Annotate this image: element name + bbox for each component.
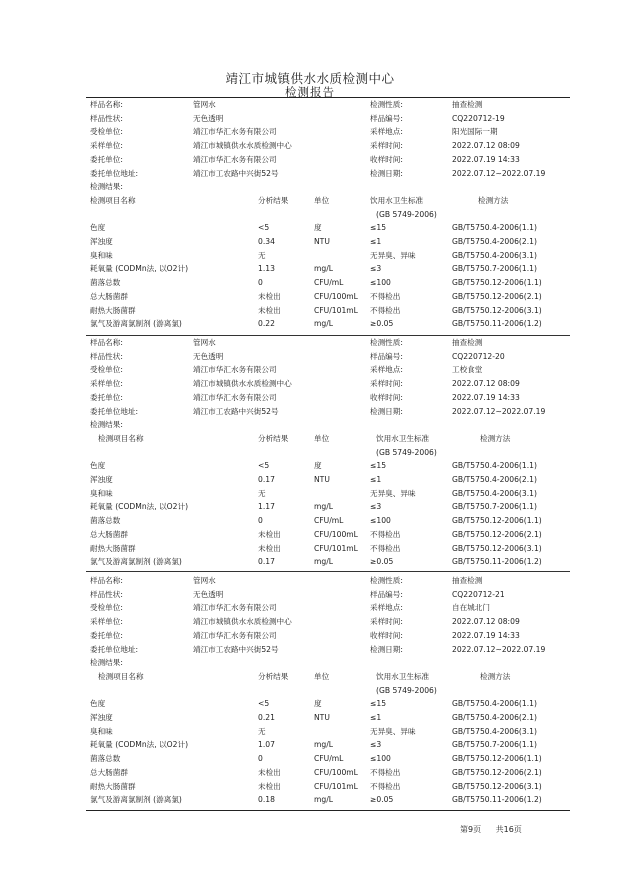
test-nature: 抽查检测 xyxy=(452,338,483,347)
result-item: 耐热大肠菌群 xyxy=(90,781,136,791)
label-entrusting-address: 委托单位地址: xyxy=(90,406,139,416)
result-item: 耐热大肠菌群 xyxy=(90,305,136,315)
entrusting-unit: 靖江市华汇水务有限公司 xyxy=(193,630,277,640)
result-value: 未检出 xyxy=(258,543,281,553)
result-method: GB/T5750.4-2006(1.1) xyxy=(452,461,537,471)
result-standard: 不得检出 xyxy=(370,767,401,777)
sample-no: CQ220712-19 xyxy=(452,113,505,123)
label-receive-time: 收样时间: xyxy=(370,154,403,164)
label-sampling-time: 采样时间: xyxy=(370,617,403,627)
result-unit: NTU xyxy=(314,475,330,484)
sampling-unit: 靖江市城镇供水水质检测中心 xyxy=(193,379,292,389)
result-value: <5 xyxy=(258,223,270,233)
sample-no: CQ220712-21 xyxy=(452,589,505,599)
label-entrusting-unit: 委托单位: xyxy=(90,630,123,640)
result-value: 未检出 xyxy=(258,767,281,777)
label-entrusting-address: 委托单位地址: xyxy=(90,168,139,178)
entrusting-unit: 靖江市华汇水务有限公司 xyxy=(193,392,277,402)
label-client: 受检单位: xyxy=(90,603,123,613)
result-method: GB/T5750.12-2006(2.1) xyxy=(452,767,542,777)
result-method: GB/T5750.12-2006(3.1) xyxy=(452,305,542,315)
test-date: 2022.07.12~2022.07.19 xyxy=(452,168,546,178)
sample-appearance: 无色透明 xyxy=(193,113,224,123)
result-standard: ≤15 xyxy=(370,223,387,233)
result-value: <5 xyxy=(258,699,270,709)
col-unit-header: 单位 xyxy=(314,195,330,205)
table-row xyxy=(0,262,620,275)
table-row xyxy=(0,725,620,738)
result-standard: 无异臭、异味 xyxy=(370,488,416,498)
result-unit: CFU/mL xyxy=(314,278,344,288)
result-standard: ≤15 xyxy=(370,699,387,709)
result-value: 0.18 xyxy=(258,795,275,805)
label-receive-time: 收样时间: xyxy=(370,630,403,640)
section-divider xyxy=(86,571,570,572)
col-standard-ref: (GB 5749-2006) xyxy=(376,685,437,695)
result-method: GB/T5750.4-2006(2.1) xyxy=(452,237,537,246)
result-value: 1.07 xyxy=(258,740,275,750)
label-sampling-site: 采样地点: xyxy=(370,365,403,375)
sampling-unit: 靖江市城镇供水水质检测中心 xyxy=(193,617,292,627)
result-standard: ≤1 xyxy=(370,475,382,484)
label-sampling-site: 采样地点: xyxy=(370,127,403,137)
result-unit: NTU xyxy=(314,237,330,246)
result-standard: 无异臭、异味 xyxy=(370,726,416,736)
col-standard-header: 饮用水卫生标准 xyxy=(370,195,424,205)
table-row xyxy=(0,304,620,317)
sample-name: 管网水 xyxy=(193,100,216,109)
result-value: 无 xyxy=(258,250,266,260)
result-standard: ≥0.05 xyxy=(370,557,394,567)
page-footer xyxy=(460,824,534,835)
label-results: 检测结果: xyxy=(90,182,123,192)
result-value: 0.17 xyxy=(258,557,275,567)
result-value: 0.22 xyxy=(258,319,275,329)
table-row xyxy=(0,555,620,568)
sample-appearance: 无色透明 xyxy=(193,589,224,599)
label-sampling-time: 采样时间: xyxy=(370,141,403,151)
result-standard: ≤3 xyxy=(370,502,382,512)
result-value: 0 xyxy=(258,278,263,288)
page-total: 共16页 xyxy=(495,825,522,834)
sampling-site: 阳光国际一期 xyxy=(452,127,498,137)
result-value: 0.34 xyxy=(258,237,275,246)
sampling-time: 2022.07.12 08:09 xyxy=(452,617,520,627)
label-test-date: 检测日期: xyxy=(370,168,403,178)
result-unit: CFU/100mL xyxy=(314,529,358,539)
result-item: 浑浊度 xyxy=(90,237,113,246)
sample-section xyxy=(0,574,620,814)
result-method: GB/T5750.12-2006(2.1) xyxy=(452,529,542,539)
result-method: GB/T5750.4-2006(2.1) xyxy=(452,475,537,484)
table-row xyxy=(0,542,620,555)
page-title: 靖江市城镇供水水质检测中心 xyxy=(225,71,395,86)
result-item: 臭和味 xyxy=(90,488,113,498)
label-sample-name: 样品名称: xyxy=(90,100,123,109)
result-method: GB/T5750.4-2006(1.1) xyxy=(452,699,537,709)
result-value: 0.17 xyxy=(258,475,275,484)
table-row xyxy=(0,500,620,513)
result-unit: mg/L xyxy=(314,795,334,805)
result-unit: 度 xyxy=(314,699,322,709)
table-row xyxy=(0,752,620,765)
result-method: GB/T5750.11-2006(1.2) xyxy=(452,795,542,805)
result-item: 浑浊度 xyxy=(90,713,113,722)
result-item: 耗氧量 (CODMn法, 以O2计) xyxy=(90,740,189,750)
result-unit: mg/L xyxy=(314,740,334,750)
result-method: GB/T5750.4-2006(3.1) xyxy=(452,250,537,260)
sampling-unit: 靖江市城镇供水水质检测中心 xyxy=(193,141,292,151)
col-standard-header: 饮用水卫生标准 xyxy=(376,433,430,443)
result-item: 总大肠菌群 xyxy=(90,291,128,301)
result-method: GB/T5750.12-2006(2.1) xyxy=(452,291,542,301)
result-unit: CFU/101mL xyxy=(314,305,358,315)
result-unit: CFU/mL xyxy=(314,754,344,764)
test-nature: 抽查检测 xyxy=(452,100,483,109)
result-item: 臭和味 xyxy=(90,726,113,736)
result-unit: CFU/101mL xyxy=(314,781,358,791)
result-item: 氯气及游离氯制剂 (游离氯) xyxy=(90,795,182,805)
result-method: GB/T5750.7-2006(1.1) xyxy=(452,740,537,750)
label-entrusting-unit: 委托单位: xyxy=(90,392,123,402)
table-row xyxy=(0,487,620,500)
result-item: 总大肠菌群 xyxy=(90,767,128,777)
col-standard-ref: (GB 5749-2006) xyxy=(376,447,437,457)
result-unit: CFU/100mL xyxy=(314,767,358,777)
test-date: 2022.07.12~2022.07.19 xyxy=(452,644,546,654)
label-entrusting-address: 委托单位地址: xyxy=(90,644,139,654)
table-row xyxy=(0,766,620,779)
col-result-header: 分析结果 xyxy=(258,671,289,681)
table-row xyxy=(0,738,620,751)
table-row xyxy=(0,697,620,710)
sample-section xyxy=(0,336,620,576)
result-standard: ≥0.05 xyxy=(370,795,394,805)
col-result-header: 分析结果 xyxy=(258,433,289,443)
label-sample-appearance: 样品性状: xyxy=(90,113,123,123)
col-item-header: 检测项目名称 xyxy=(98,433,144,443)
col-unit-header: 单位 xyxy=(314,671,330,681)
result-method: GB/T5750.4-2006(3.1) xyxy=(452,726,537,736)
label-sample-name: 样品名称: xyxy=(90,338,123,347)
label-test-nature: 检测性质: xyxy=(370,576,403,585)
result-value: 未检出 xyxy=(258,781,281,791)
result-method: GB/T5750.11-2006(1.2) xyxy=(452,319,542,329)
result-method: GB/T5750.11-2006(1.2) xyxy=(452,557,542,567)
result-method: GB/T5750.12-2006(1.1) xyxy=(452,754,542,764)
client: 靖江市华汇水务有限公司 xyxy=(193,127,277,137)
label-sample-no: 样品编号: xyxy=(370,351,403,361)
col-method-header: 检测方法 xyxy=(480,671,511,681)
table-row xyxy=(0,528,620,541)
result-item: 色度 xyxy=(90,223,106,233)
result-standard: ≤3 xyxy=(370,264,382,274)
table-row xyxy=(0,473,620,486)
result-standard: ≤100 xyxy=(370,516,391,526)
table-row xyxy=(0,276,620,289)
result-method: GB/T5750.4-2006(1.1) xyxy=(452,223,537,233)
result-value: 0 xyxy=(258,516,263,526)
result-method: GB/T5750.12-2006(3.1) xyxy=(452,543,542,553)
result-standard: 不得检出 xyxy=(370,305,401,315)
result-standard: ≤100 xyxy=(370,278,391,288)
col-item-header: 检测项目名称 xyxy=(98,671,144,681)
result-value: 0.21 xyxy=(258,713,275,722)
result-unit: mg/L xyxy=(314,502,334,512)
label-sampling-unit: 采样单位: xyxy=(90,617,123,627)
sample-name: 管网水 xyxy=(193,576,216,585)
result-standard: 不得检出 xyxy=(370,291,401,301)
result-standard: 不得检出 xyxy=(370,543,401,553)
sampling-site: 自在城北门 xyxy=(452,603,490,613)
result-value: 无 xyxy=(258,488,266,498)
result-unit: 度 xyxy=(314,461,322,471)
receive-time: 2022.07.19 14:33 xyxy=(452,154,520,164)
result-item: 菌落总数 xyxy=(90,754,121,764)
result-value: 1.13 xyxy=(258,264,275,274)
label-sampling-unit: 采样单位: xyxy=(90,379,123,389)
result-value: 未检出 xyxy=(258,291,281,301)
table-row xyxy=(0,780,620,793)
table-row xyxy=(0,793,620,806)
entrusting-address: 靖江市工农路中兴街52号 xyxy=(193,406,279,416)
result-value: 未检出 xyxy=(258,305,281,315)
result-item: 耐热大肠菌群 xyxy=(90,543,136,553)
sampling-site: 工校食堂 xyxy=(452,365,483,375)
receive-time: 2022.07.19 14:33 xyxy=(452,392,520,402)
result-unit: mg/L xyxy=(314,557,334,567)
label-sampling-unit: 采样单位: xyxy=(90,141,123,151)
table-row xyxy=(0,711,620,724)
result-item: 色度 xyxy=(90,461,106,471)
label-receive-time: 收样时间: xyxy=(370,392,403,402)
result-value: 未检出 xyxy=(258,529,281,539)
client: 靖江市华汇水务有限公司 xyxy=(193,603,277,613)
result-standard: 不得检出 xyxy=(370,781,401,791)
table-row xyxy=(0,221,620,234)
result-method: GB/T5750.4-2006(2.1) xyxy=(452,713,537,722)
result-method: GB/T5750.4-2006(3.1) xyxy=(452,488,537,498)
client: 靖江市华汇水务有限公司 xyxy=(193,365,277,375)
result-item: 菌落总数 xyxy=(90,278,121,288)
result-unit: CFU/mL xyxy=(314,516,344,526)
test-nature: 抽查检测 xyxy=(452,576,483,585)
result-standard: ≤1 xyxy=(370,237,382,246)
result-value: 无 xyxy=(258,726,266,736)
sample-appearance: 无色透明 xyxy=(193,351,224,361)
entrusting-address: 靖江市工农路中兴街52号 xyxy=(193,644,279,654)
label-results: 检测结果: xyxy=(90,420,123,430)
result-unit: mg/L xyxy=(314,319,334,329)
test-date: 2022.07.12~2022.07.19 xyxy=(452,406,546,416)
label-sample-no: 样品编号: xyxy=(370,589,403,599)
col-method-header: 检测方法 xyxy=(480,433,511,443)
page-number: 第9页 xyxy=(460,825,482,834)
label-test-date: 检测日期: xyxy=(370,644,403,654)
sample-no: CQ220712-20 xyxy=(452,351,505,361)
result-method: GB/T5750.12-2006(1.1) xyxy=(452,278,542,288)
table-row xyxy=(0,514,620,527)
col-standard-header: 饮用水卫生标准 xyxy=(376,671,430,681)
col-method-header: 检测方法 xyxy=(478,195,509,205)
label-sample-appearance: 样品性状: xyxy=(90,351,123,361)
result-unit: NTU xyxy=(314,713,330,722)
col-standard-ref: (GB 5749-2006) xyxy=(376,209,437,219)
col-item-header: 检测项目名称 xyxy=(90,195,136,205)
result-standard: ≤15 xyxy=(370,461,387,471)
col-unit-header: 单位 xyxy=(314,433,330,443)
result-method: GB/T5750.12-2006(3.1) xyxy=(452,781,542,791)
result-method: GB/T5750.7-2006(1.1) xyxy=(452,264,537,274)
table-row xyxy=(0,317,620,330)
label-sampling-time: 采样时间: xyxy=(370,379,403,389)
result-standard: ≤1 xyxy=(370,713,382,722)
table-row xyxy=(0,249,620,262)
col-result-header: 分析结果 xyxy=(258,195,289,205)
result-method: GB/T5750.12-2006(1.1) xyxy=(452,516,542,526)
result-value: <5 xyxy=(258,461,270,471)
result-value: 0 xyxy=(258,754,263,764)
table-row xyxy=(0,235,620,248)
label-sample-name: 样品名称: xyxy=(90,576,123,585)
label-results: 检测结果: xyxy=(90,658,123,668)
result-unit: 度 xyxy=(314,223,322,233)
page-subtitle: 检测报告 xyxy=(285,85,335,99)
result-standard: 不得检出 xyxy=(370,529,401,539)
label-test-nature: 检测性质: xyxy=(370,100,403,109)
result-standard: ≤3 xyxy=(370,740,382,750)
result-unit: mg/L xyxy=(314,264,334,274)
sample-section xyxy=(0,98,620,338)
label-test-date: 检测日期: xyxy=(370,406,403,416)
result-unit: CFU/100mL xyxy=(314,291,358,301)
result-item: 菌落总数 xyxy=(90,516,121,526)
sample-name: 管网水 xyxy=(193,338,216,347)
result-standard: 无异臭、异味 xyxy=(370,250,416,260)
result-unit: CFU/101mL xyxy=(314,543,358,553)
label-sample-no: 样品编号: xyxy=(370,113,403,123)
label-client: 受检单位: xyxy=(90,127,123,137)
table-row xyxy=(0,459,620,472)
result-standard: ≤100 xyxy=(370,754,391,764)
label-test-nature: 检测性质: xyxy=(370,338,403,347)
result-item: 色度 xyxy=(90,699,106,709)
table-row xyxy=(0,290,620,303)
result-item: 总大肠菌群 xyxy=(90,529,128,539)
result-item: 氯气及游离氯制剂 (游离氯) xyxy=(90,557,182,567)
label-entrusting-unit: 委托单位: xyxy=(90,154,123,164)
result-item: 耗氧量 (CODMn法, 以O2计) xyxy=(90,264,189,274)
result-value: 1.17 xyxy=(258,502,275,512)
entrusting-unit: 靖江市华汇水务有限公司 xyxy=(193,154,277,164)
result-item: 浑浊度 xyxy=(90,475,113,484)
result-item: 耗氧量 (CODMn法, 以O2计) xyxy=(90,502,189,512)
label-sampling-site: 采样地点: xyxy=(370,603,403,613)
result-item: 臭和味 xyxy=(90,250,113,260)
bottom-rule xyxy=(86,810,570,811)
receive-time: 2022.07.19 14:33 xyxy=(452,630,520,640)
result-item: 氯气及游离氯制剂 (游离氯) xyxy=(90,319,182,329)
label-sample-appearance: 样品性状: xyxy=(90,589,123,599)
entrusting-address: 靖江市工农路中兴街52号 xyxy=(193,168,279,178)
label-client: 受检单位: xyxy=(90,365,123,375)
result-standard: ≥0.05 xyxy=(370,319,394,329)
result-method: GB/T5750.7-2006(1.1) xyxy=(452,502,537,512)
sampling-time: 2022.07.12 08:09 xyxy=(452,379,520,389)
sampling-time: 2022.07.12 08:09 xyxy=(452,141,520,151)
